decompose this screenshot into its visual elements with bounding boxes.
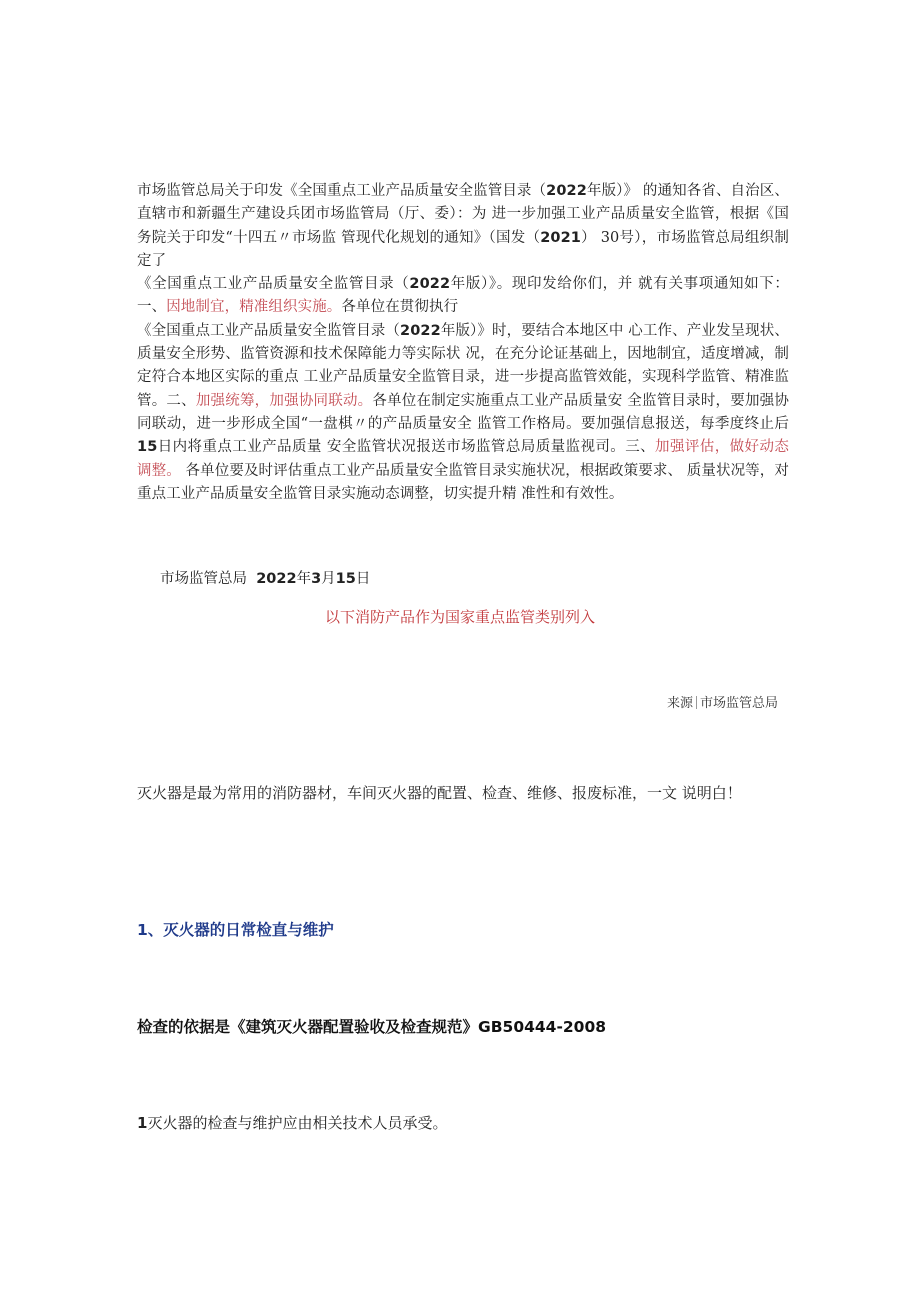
highlight-point-three: 加强评估，做好动态调整。 bbox=[137, 439, 789, 479]
section-title: 1、灭火器的日常检直与维护 bbox=[137, 921, 334, 939]
signoff bbox=[160, 569, 370, 589]
source-line bbox=[667, 694, 778, 714]
notice-text: 《全国重点工业产品质量安全监管目录（ bbox=[137, 322, 401, 339]
list-item-text: 灭火器的检查与维护应由相关技术人员承受。 bbox=[147, 1114, 448, 1132]
notice-text: 《全国重点工业产品质量安全监管目录（ bbox=[137, 276, 410, 293]
notice-year: 2022 bbox=[546, 183, 587, 199]
notice-text: 年版）》 的通知各省、自治区、直辖市和新疆生产建设兵团市场监管局（厅、委）：为 进一步加强工业产品质量安全监管，根据《国务院关于印发“十四五〃市场监 管现代化规划的通知》（国发（ bbox=[137, 183, 789, 246]
signoff-day: 15 bbox=[335, 571, 356, 587]
basis-statement: 检查的依据是《建筑灭火器配置验收及检查规范》GB50444-2008 bbox=[137, 1018, 607, 1036]
article-headline: 以下消防产品作为国家重点监管类别列入 bbox=[324, 608, 595, 626]
notice-body bbox=[137, 180, 789, 506]
notice-text: ） 30号），市场监管总局组织制定了 bbox=[137, 229, 789, 269]
signoff-org: 市场监管总局 bbox=[160, 571, 247, 587]
notice-text: 各单位要及时评估重点工业产品质量安全监管目录实施状况，根据政策要求、 质量状况等，对重点工业产品质量安全监管目录实施动态调整，切实提升精 准性和有效性。 bbox=[137, 462, 789, 502]
notice-number: 15 bbox=[137, 439, 158, 456]
notice-year: 2022 bbox=[400, 322, 441, 339]
notice-text: 年版）》。现印发给你们，并 就有关事项通知如下：一、 bbox=[137, 276, 789, 316]
signoff-month: 3 bbox=[311, 571, 322, 587]
notice-text: 日内将重点工业产品质量 安全监管状况报送市场监管总局质量监视司。三、 bbox=[157, 439, 656, 456]
notice-number: 2021 bbox=[540, 229, 581, 246]
highlight-point-one: 因地制宜，精准组织实施。 bbox=[166, 299, 342, 316]
signoff-year: 2022 bbox=[256, 571, 297, 587]
source-divider bbox=[696, 696, 697, 709]
notice-text: 各单位在贯彻执行 bbox=[341, 299, 459, 316]
signoff-day-unit: 日 bbox=[355, 571, 371, 587]
source-label: 来源 bbox=[666, 696, 693, 711]
list-item-number: 1 bbox=[137, 1114, 148, 1132]
notice-text: 年版）》时，要结合本地区中 心工作、产业发呈现状、质量安全形势、监管资源和技术保障能力等实际状 况，在充分论证基础上，因地制宜，适度增减，制定符合本地区实际的重点 工业产品质量安全监管目录，进一步提高监管效能，实现科学监管、精准监 管。二、 bbox=[137, 322, 789, 409]
notice-text: 各单位在制定实施重点工业产品质量安 全监管目录时，要加强协同联动，进一步形成全国“一盘棋〃的产品质量安全 监管工作格局。要加强信息报送，每季度终止后 bbox=[137, 392, 789, 432]
source-value: 市场监管总局 bbox=[699, 696, 778, 711]
list-item bbox=[137, 1112, 447, 1134]
notice-text: 市场监管总局关于印发《全国重点工业产品质量安全监管目录（ bbox=[137, 183, 547, 199]
signoff-month-unit: 月 bbox=[321, 571, 336, 587]
signoff-year-unit: 年 bbox=[296, 571, 312, 587]
highlight-point-two: 加强统筹，加强协同联动。 bbox=[195, 392, 373, 409]
intro-paragraph: 灭火器是最为常用的消防器材，车间灭火器的配置、检查、维修、报废标准，一文 说明白！ bbox=[137, 784, 742, 802]
notice-year: 2022 bbox=[409, 276, 451, 293]
